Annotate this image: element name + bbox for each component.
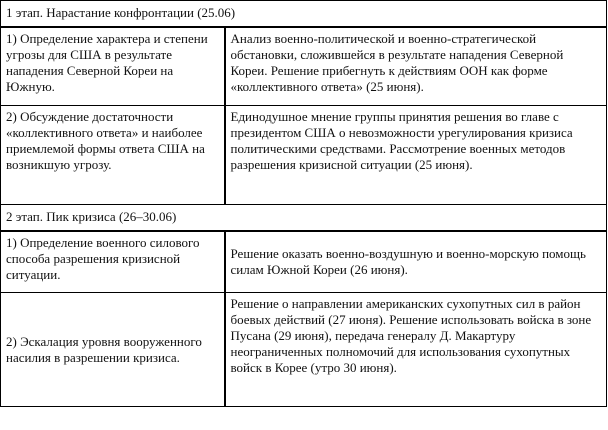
stage-1-row-1	[1, 27, 607, 106]
stage-1-header-row	[1, 1, 607, 27]
stage-1-row-2-task: 2) Обсуждение достаточности «коллективного ответа» и наиболее приемлемой формы ответа США на возникшую угрозу.	[1, 106, 225, 205]
stage-2-row-1-task: 1) Определение военного силового способа разрешения кризисной ситуации.	[1, 231, 225, 293]
stage-1-row-1-task: 1) Определение характера и степени угрозы для США в результате нападения Северной Кореи на Южную.	[1, 27, 225, 106]
stage-1-row-2	[1, 106, 607, 205]
stage-2-header-row	[1, 205, 607, 231]
stage-2-row-1-decision: Решение оказать военно-воздушную и военно-морскую помощь силам Южной Кореи (26 июня).	[225, 231, 607, 293]
stage-2-row-1	[1, 231, 607, 293]
stage-1-title: 1 этап. Нарастание конфронтации (25.06)	[1, 1, 607, 27]
stage-2-title: 2 этап. Пик кризиса (26–30.06)	[1, 205, 607, 231]
stage-1-row-2-decision: Единодушное мнение группы принятия решения во главе с президентом США о невозможности урегулирования кризиса политическими средствами. Рассмотрение военных методов разрешения кризисной ситуации (25 июня).	[225, 106, 607, 205]
stage-2-row-2-task: 2) Эскалация уровня вооруженного насилия в разрешении кризиса.	[1, 293, 225, 407]
stage-2-row-2	[1, 293, 607, 407]
stage-2-row-2-decision: Решение о направлении американских сухопутных сил в район боевых действий (27 июня). Решение использовать войска в зоне Пусана (29 июня), передача генералу Д. Макартуру неограниченных полномочий для использования сухопутных войск в Корее (утро 30 июня).	[225, 293, 607, 407]
stage-1-row-1-decision: Анализ военно-политической и военно-стратегической обстановки, сложившейся в результате нападения Северной Кореи. Решение прибегнуть к действиям ООН как форме «коллективного ответа» (25 июня).	[225, 27, 607, 106]
